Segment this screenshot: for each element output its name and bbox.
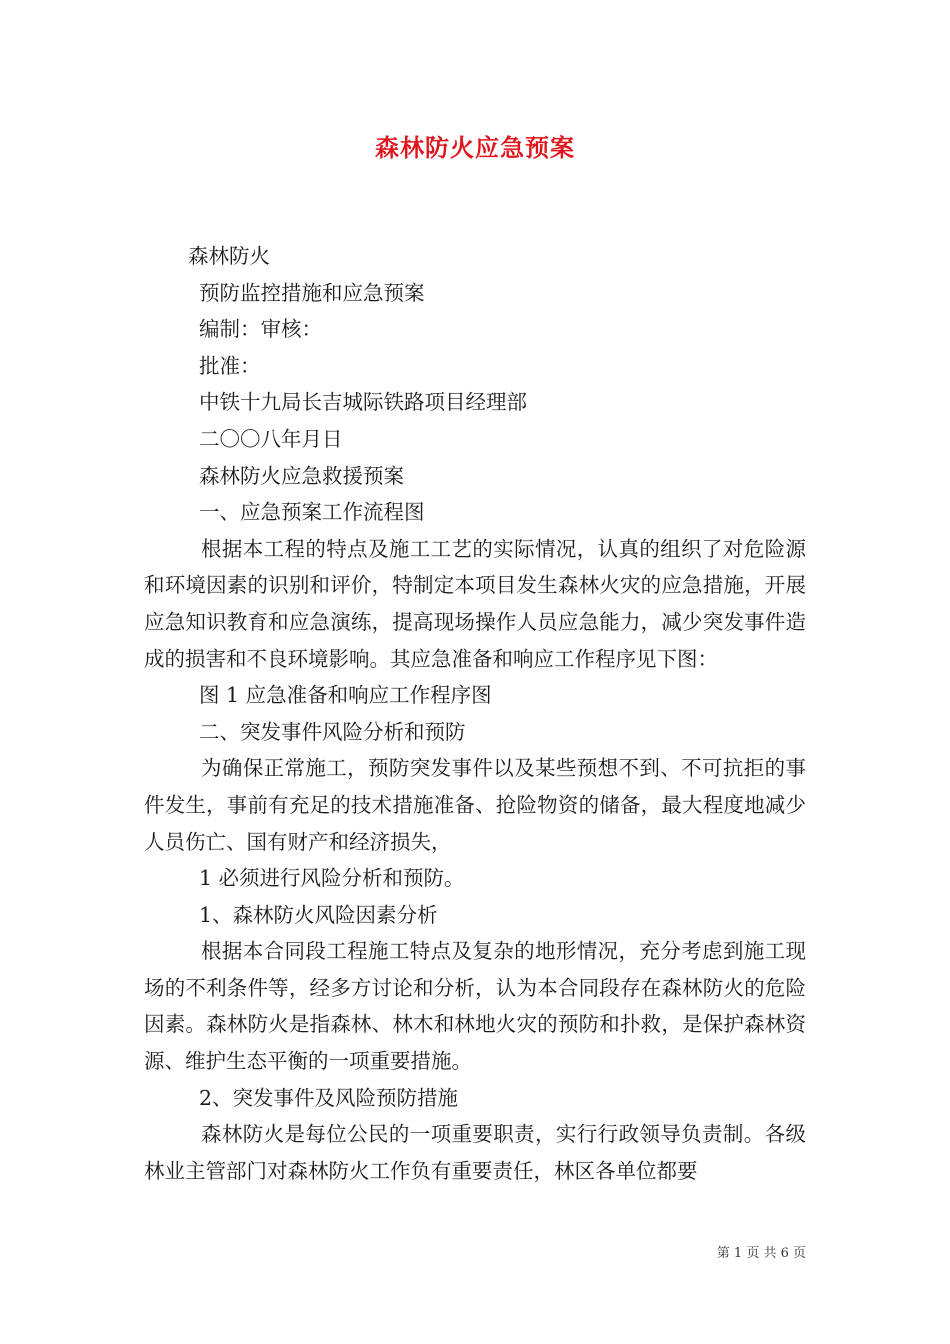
paragraph-2: 为确保正常施工，预防突发事件以及某些预想不到、不可抗拒的事件发生，事前有充足的技术措施准备、抢险物资的储备，最大程度地减少人员伤亡、国有财产和经济损失， <box>144 756 806 854</box>
heading-line: 森林防火 <box>188 244 270 268</box>
organization-line: 中铁十九局长吉城际铁路项目经理部 <box>199 390 527 415</box>
paragraph-3: 根据本合同段工程施工特点及复杂的地形情况，充分考虑到施工现场的不利条件等，经多方讨论和分析，认为本合同段存在森林防火的危险因素。森林防火是指森林、林木和林地火灾的预防和扑救，是保护森林资源、维护生态平衡的一项重要措施。 <box>144 939 806 1074</box>
paragraph-4: 森林防火是每位公民的一项重要职责，实行行政领导负责制。各级林业主管部门对森林防火工作负有重要责任，林区各单位都要 <box>144 1122 806 1183</box>
document-body <box>144 238 806 1189</box>
section-heading-2: 二、突发事件风险分析和预防 <box>199 719 466 744</box>
date-line: 二〇〇八年月日 <box>199 426 343 451</box>
subsection-heading-1: 1、森林防火风险因素分析 <box>199 902 438 927</box>
document-title: 森林防火应急预案 <box>375 133 575 162</box>
section-heading-1: 一、应急预案工作流程图 <box>199 500 425 525</box>
figure-caption: 图 1 应急准备和响应工作程序图 <box>199 683 492 708</box>
plan-title-line: 森林防火应急救援预案 <box>199 463 404 488</box>
paragraph-1: 根据本工程的特点及施工工艺的实际情况，认真的组织了对危险源和环境因素的识别和评价，特制定本项目发生森林火灾的应急措施，开展应急知识教育和应急演练，提高现场操作人员应急能力，减少突发事件造成的损害和不良环境影响。其应急准备和响应工作程序见下图： <box>144 536 806 671</box>
approval-line: 批准： <box>199 353 261 378</box>
subsection-heading-2: 2、突发事件及风险预防措施 <box>199 1085 459 1110</box>
editor-reviewer-line: 编制：审核： <box>199 317 322 342</box>
list-item-1: 1 必须进行风险分析和预防。 <box>199 866 465 891</box>
subtitle-line: 预防监控措施和应急预案 <box>199 280 425 305</box>
page-number: 第 1 页 共 6 页 <box>716 1246 806 1261</box>
